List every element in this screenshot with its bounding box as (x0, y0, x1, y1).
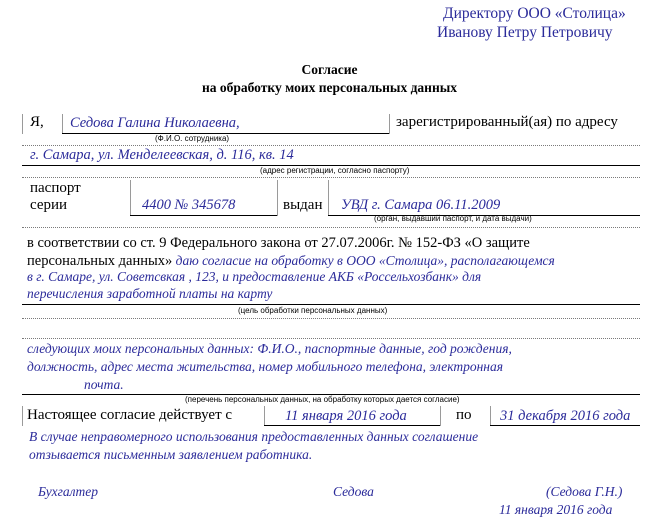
divider (328, 180, 329, 216)
divider (277, 180, 278, 216)
divider (490, 406, 491, 426)
divider (22, 114, 23, 134)
law-reference-handwritten: даю согласие на обработку в ООО «Столица», располагающемся (172, 253, 555, 268)
divider (130, 180, 131, 216)
dotted-separator (22, 318, 640, 319)
validity-to: 31 декабря 2016 года (500, 408, 631, 424)
law-reference-normal: персональных данных» (27, 253, 173, 269)
passport-label: паспорт (30, 180, 81, 196)
purpose-caption: (цель обработки персональных данных) (238, 306, 388, 315)
divider (22, 406, 23, 426)
issued-label: выдан (283, 197, 323, 213)
divider (389, 114, 390, 134)
document-subtitle: на обработку моих персональных данных (201, 80, 458, 95)
dotted-separator (22, 227, 640, 228)
issued-caption: (орган, выдавший паспорт, и дата выдачи) (374, 214, 532, 223)
purpose-line-4: перечисления заработной платы на карту (27, 286, 273, 301)
name-caption: (Ф.И.О. сотрудника) (155, 134, 230, 143)
law-reference-line-1: в соответствии со ст. 9 Федерального закона от 27.07.2006г. № 152-ФЗ «О защите (27, 235, 530, 251)
signatory-position: Бухгалтер (38, 484, 98, 499)
validity-from: 11 января 2016 года (285, 408, 407, 424)
law-reference-line-2 (27, 252, 555, 270)
registered-label: зарегистрированный(ая) по адресу (396, 114, 618, 130)
revocation-line-2: отзывается письменным заявлением работника. (29, 447, 313, 462)
validity-from-underline (264, 425, 440, 426)
signatory-name: (Седова Г.Н.) (546, 484, 623, 499)
addressee-line-2: Иванову Петру Петровичу (437, 24, 613, 41)
divider (264, 406, 265, 426)
data-list-line-2: должность, адрес места жительства, номер мобильного телефона, электронная (27, 359, 504, 374)
person-name: Седова Галина Николаевна, (70, 115, 240, 131)
person-prefix: Я, (30, 114, 44, 130)
issued-by-value: УВД г. Самара 06.11.2009 (341, 197, 501, 213)
dotted-separator (22, 177, 640, 178)
addressee-line-1: Директору ООО «Столица» (443, 5, 626, 22)
purpose-underline (22, 304, 640, 305)
passport-number: 4400 № 345678 (142, 197, 236, 213)
revocation-line-1: В случае неправомерного использования предоставленных данных соглашение (29, 429, 479, 444)
series-label: серии (30, 197, 68, 213)
validity-label: Настоящее согласие действует с (27, 407, 233, 423)
address-caption: (адрес регистрации, согласно паспорту) (260, 166, 410, 175)
validity-to-underline (490, 425, 640, 426)
passport-number-underline (130, 215, 277, 216)
divider (440, 406, 441, 426)
signatory-signature: Седова (333, 484, 374, 499)
dotted-separator (22, 145, 640, 146)
document-title: Согласие (301, 62, 358, 77)
signature-date: 11 января 2016 года (499, 502, 613, 517)
address-value: г. Самара, ул. Менделеевская, д. 116, кв. 14 (30, 147, 294, 163)
data-list-line-3: почта. (84, 377, 124, 392)
data-list-caption: (перечень персональных данных, на обработку которых дается согласие) (185, 395, 460, 404)
data-list-line-1: следующих моих персональных данных: Ф.И.О., паспортные данные, год рождения, (27, 341, 512, 356)
dotted-separator (22, 338, 640, 339)
validity-to-label: по (456, 407, 472, 423)
divider (62, 114, 63, 134)
purpose-line-3: в г. Самаре, ул. Советсвкая , 123, и предоставление АКБ «Россельхозбанк» для (27, 269, 482, 284)
